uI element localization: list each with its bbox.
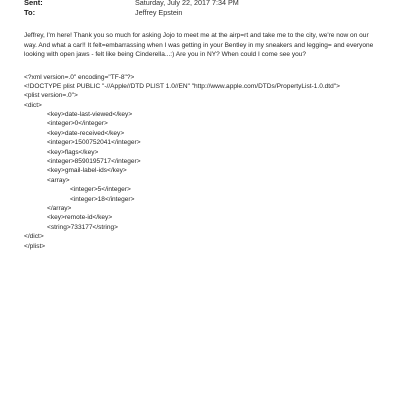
plist-line: <integer>5</integer> — [70, 186, 131, 194]
plist-line: <key>date-received</key> — [47, 129, 125, 137]
plist-line: <key>gmail-label-ids</key> — [47, 167, 127, 175]
plist-line: <!DOCTYPE plist PUBLIC "-//Apple//DTD PLIST 1.0//EN" "http://www.apple.com/DTDs/PropertyList-1.0.dtd"> — [24, 82, 340, 90]
to-value: Jeffrey Epstein — [135, 8, 183, 17]
plist-block — [24, 73, 378, 251]
sent-row — [24, 0, 378, 8]
plist-line: <integer>8590195717</integer> — [47, 158, 141, 166]
sent-value: Saturday, July 22, 2017 7:34 PM — [135, 0, 239, 7]
message-body: Jeffrey, I'm here! Thank you so much for asking Jojo to meet me at the airp=rt and take me to the city, we're now on our way. And what a car!! It felt=embarrassing when I was getting in your Bentley in my sneakers and legging= and everyone looking with open jaws - felt like being Cinderella...:) Are you in NY? When could I come see you? — [24, 32, 374, 58]
plist-line: <dict> — [24, 101, 42, 109]
plist-line: <key>date-last-viewed</key> — [47, 111, 133, 119]
plist-line: <string>733177</string> — [47, 223, 118, 231]
plist-line: <integer>18</integer> — [70, 195, 135, 203]
sent-label: Sent: — [24, 0, 43, 7]
email-header — [24, 0, 378, 18]
plist-line: <?xml version=.0" encoding="TF-8"?> — [24, 73, 135, 81]
to-label: To: — [24, 8, 36, 17]
plist-line: </array> — [47, 204, 72, 212]
plist-line: <key>flags</key> — [47, 148, 99, 156]
plist-line: <array> — [47, 176, 70, 184]
plist-line: <key>remote-id</key> — [47, 214, 113, 222]
plist-line: </dict> — [24, 233, 44, 241]
plist-line: <plist version=.0"> — [24, 92, 78, 100]
plist-line: <integer>1500752041</integer> — [47, 139, 141, 147]
plist-line: <integer>0</integer> — [47, 120, 108, 128]
to-row — [24, 8, 378, 18]
plist-line: </plist> — [24, 242, 46, 250]
